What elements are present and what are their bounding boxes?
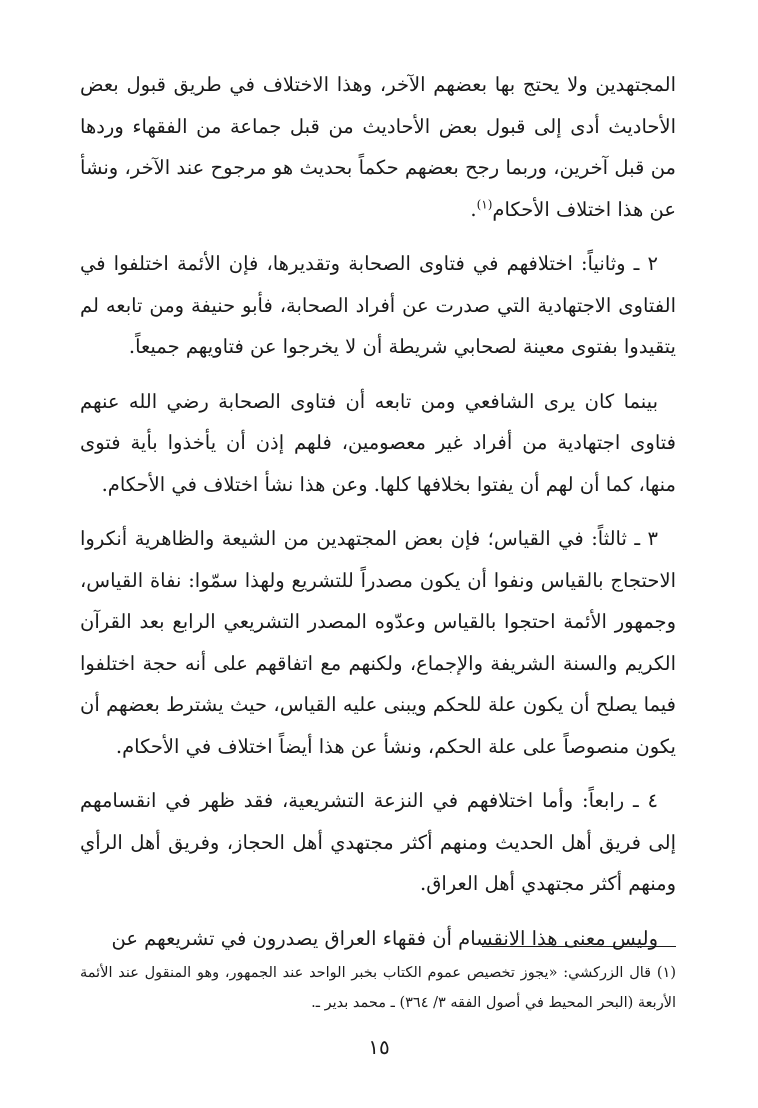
paragraph-1: [80, 64, 676, 230]
paragraph-2: ٢ ـ وثانياً: اختلافهم في فتاوى الصحابة وتقديرها، فإن الأئمة اختلفوا في الفتاوى الاجتهادية التي صدرت عن أفراد الصحابة، فأبو حنيفة ومن تابعه لم يتقيدوا بفتوى معينة لصحابي شريطة أن لا يخرجوا عن فتاويهم جميعاً.: [80, 252, 676, 358]
main-text: [80, 64, 676, 972]
footnote-reference: (١): [476, 197, 493, 211]
paragraph-3: بينما كان يرى الشافعي ومن تابعه أن فتاوى الصحابة رضي الله عنهم فتاوى اجتهادية من أفراد غير معصومين، فلهم إذن أن يأخذوا بأية فتوى منها، كما أن لهم أن يفتوا بخلافها كلها. وعن هذا نشأ اختلاف في الأحكام.: [80, 389, 676, 496]
paragraph-1-end: .: [470, 197, 477, 221]
paragraph-6: وليس معنى هذا الانقسام أن فقهاء العراق يصدرون في تشريعهم عن: [111, 926, 658, 950]
footnote: [80, 958, 676, 1018]
footnote-separator: [482, 946, 676, 947]
paragraph-5: ٤ ـ رابعاً: وأما اختلافهم في النزعة التشريعية، فقد ظهر في انقسامهم إلى فريق أهل الحديث ومنهم أكثر مجتهدي أهل الحجاز، وفريق أهل الرأي ومنهم أكثر مجتهدي أهل العراق.: [80, 789, 676, 895]
paragraph-1-text: المجتهدين ولا يحتج بها بعضهم الآخر، وهذا الاختلاف في طريق قبول بعض الأحاديث أدى إلى قبول بعض الأحاديث من قبل جماعة من الفقهاء وردها من قبل آخرين، وربما رجح بعضهم حكماً بحديث هو مرجوح عند الآخر، ونشأ عن هذا اختلاف الأحكام: [80, 73, 676, 221]
footnote-text: (١) قال الزركشي: «يجوز تخصيص عموم الكتاب بخبر الواحد عند الجمهور، وهو المنقول عند الأئمة الأربعة (البحر المحيط في أصول الفقه ٣/ ٣٦٤) ـ محمد بدير ـ.: [80, 965, 676, 1011]
page-number: ١٥: [368, 1035, 390, 1059]
paragraph-4: ٣ ـ ثالثاً: في القياس؛ فإن بعض المجتهدين من الشيعة والظاهرية أنكروا الاحتجاج بالقياس ونفوا أن يكون مصدراً للتشريع ولهذا سمّوا: نفاة القياس، وجمهور الأئمة احتجوا بالقياس وعدّوه المصدر التشريعي الرابع بعد القرآن الكريم والسنة الشريفة والإجماع، ولكنهم مع اتفاقهم على أنه حجة اختلفوا فيما يصلح أن يكون علة للحكم ويبنى عليه القياس، حيث يشترط بعضهم أن يكون منصوصاً على علة الحكم، ونشأ عن هذا أيضاً اختلاف في الأحكام.: [80, 527, 676, 758]
